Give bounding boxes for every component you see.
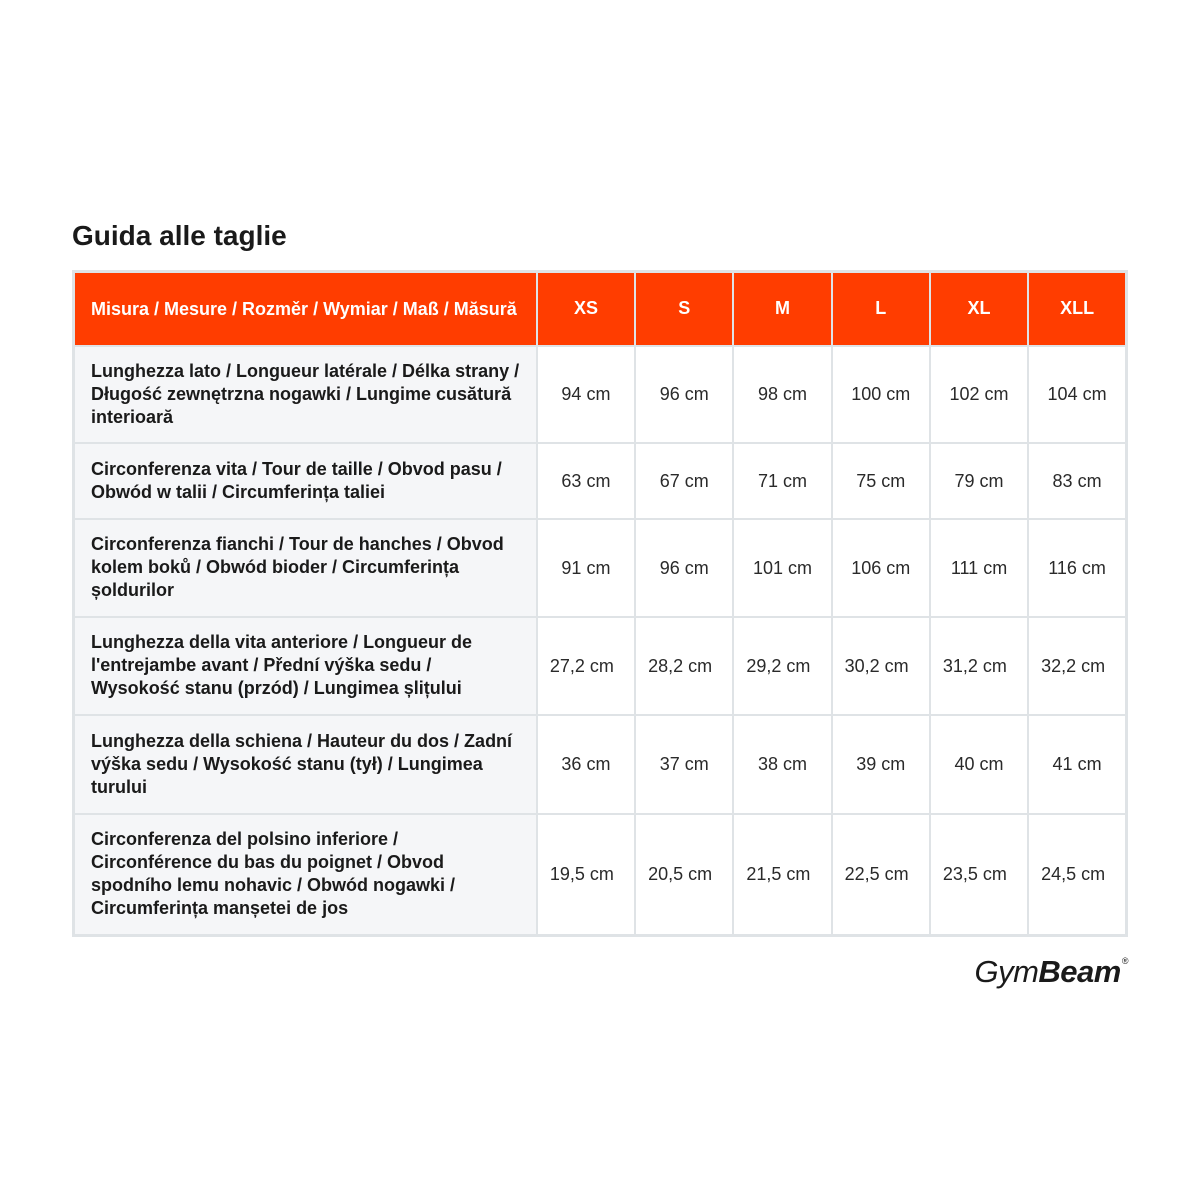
table-row	[74, 715, 1127, 814]
row-label: Circonferenza del polsino inferiore / Circonférence du bas du poignet / Obvod spodního lemu nohavic / Obwód nogawki / Circumferința manșetei de jos	[74, 814, 537, 936]
header-size: L	[832, 272, 930, 346]
table-cell: 38 cm	[733, 715, 831, 814]
logo-text-gym: Gym	[974, 954, 1039, 989]
header-size: XLL	[1028, 272, 1126, 346]
size-table	[72, 270, 1128, 937]
table-cell: 19,5 cm	[537, 814, 635, 936]
table-row	[74, 519, 1127, 617]
table-cell: 24,5 cm	[1028, 814, 1126, 936]
table-cell: 102 cm	[930, 346, 1028, 443]
table-cell: 40 cm	[930, 715, 1028, 814]
row-label: Lunghezza della vita anteriore / Longueur de l'entrejambe avant / Přední výška sedu / Wysokość stanu (przód) / Lungimea șlițului	[74, 617, 537, 715]
table-cell: 36 cm	[537, 715, 635, 814]
gymbeam-logo	[974, 954, 1128, 994]
table-cell: 83 cm	[1028, 443, 1126, 519]
table-cell: 104 cm	[1028, 346, 1126, 443]
page-title: Guida alle taglie	[72, 220, 287, 251]
row-label: Circonferenza fianchi / Tour de hanches / Obvod kolem boků / Obwód bioder / Circumferința șoldurilor	[74, 519, 537, 617]
table-cell: 79 cm	[930, 443, 1028, 519]
table-row	[74, 346, 1127, 443]
table-cell: 20,5 cm	[635, 814, 733, 936]
row-label: Lunghezza lato / Longueur latérale / Délka strany / Długość zewnętrzna nogawki / Lungime cusătură interioară	[74, 346, 537, 443]
table-row	[74, 814, 1127, 936]
table-cell: 39 cm	[832, 715, 930, 814]
table-cell: 32,2 cm	[1028, 617, 1126, 715]
header-size: XL	[930, 272, 1028, 346]
table-cell: 63 cm	[537, 443, 635, 519]
table-cell: 30,2 cm	[832, 617, 930, 715]
table-cell: 116 cm	[1028, 519, 1126, 617]
table-header-row	[74, 272, 1127, 346]
table-row	[74, 617, 1127, 715]
size-guide	[72, 218, 1128, 937]
table-cell: 71 cm	[733, 443, 831, 519]
logo-text-beam: Beam	[1038, 954, 1121, 989]
table-cell: 31,2 cm	[930, 617, 1028, 715]
table-cell: 21,5 cm	[733, 814, 831, 936]
row-label: Circonferenza vita / Tour de taille / Obvod pasu / Obwód w talii / Circumferința taliei	[74, 443, 537, 519]
table-cell: 106 cm	[832, 519, 930, 617]
table-cell: 75 cm	[832, 443, 930, 519]
table-cell: 91 cm	[537, 519, 635, 617]
table-cell: 96 cm	[635, 519, 733, 617]
table-cell: 37 cm	[635, 715, 733, 814]
table-cell: 41 cm	[1028, 715, 1126, 814]
table-cell: 28,2 cm	[635, 617, 733, 715]
header-size: M	[733, 272, 831, 346]
row-label: Lunghezza della schiena / Hauteur du dos / Zadní výška sedu / Wysokość stanu (tył) / Lungimea turului	[74, 715, 537, 814]
table-row	[74, 443, 1127, 519]
table-cell: 100 cm	[832, 346, 930, 443]
table-cell: 23,5 cm	[930, 814, 1028, 936]
table-cell: 27,2 cm	[537, 617, 635, 715]
table-cell: 67 cm	[635, 443, 733, 519]
table-cell: 94 cm	[537, 346, 635, 443]
table-cell: 111 cm	[930, 519, 1028, 617]
header-size: XS	[537, 272, 635, 346]
table-cell: 29,2 cm	[733, 617, 831, 715]
table-cell: 98 cm	[733, 346, 831, 443]
registered-mark: ®	[1121, 956, 1128, 966]
header-size: S	[635, 272, 733, 346]
table-cell: 96 cm	[635, 346, 733, 443]
table-cell: 22,5 cm	[832, 814, 930, 936]
table-cell: 101 cm	[733, 519, 831, 617]
header-label: Misura / Mesure / Rozměr / Wymiar / Maß / Măsură	[74, 272, 537, 346]
